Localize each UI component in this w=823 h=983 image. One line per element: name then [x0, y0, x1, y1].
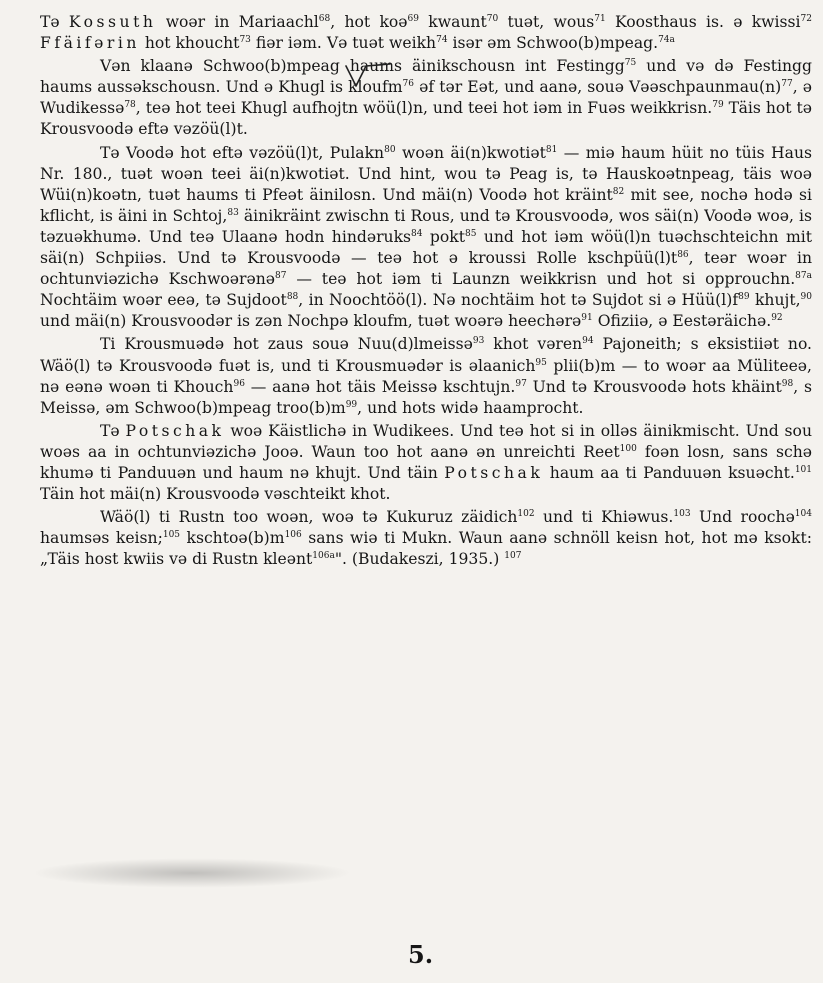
text-run: Wäö(l) ti Rustn too woən, woə tə Kukuruz zäidich: [100, 508, 518, 527]
footnote-marker: 80: [384, 144, 396, 155]
footnote-marker: 87: [274, 270, 287, 281]
footnote-marker: 94: [582, 336, 594, 347]
footnote-marker: 79: [712, 100, 724, 111]
text-run: haumsəs keisn;: [40, 529, 163, 548]
footnote-marker: 99: [345, 399, 358, 410]
text-run: Ti Krousmuədə hot zaus souə Nuu(d)lmeissə: [100, 335, 473, 354]
footnote-marker: 102: [517, 508, 535, 519]
emphasized-name: Kossuth: [68, 13, 157, 31]
footnote-marker: 106a: [312, 551, 335, 562]
handwritten-mark-icon: [340, 62, 400, 90]
footnote-marker: 104: [794, 508, 812, 519]
footnote-marker: 68: [318, 13, 331, 24]
text-run: Und roochə: [690, 508, 795, 527]
footnote-marker: 73: [239, 34, 251, 45]
text-run: und hot iəm wöü(l)n tuəchschteichn mit säi(n) Schpiiəs. Und tə Krousvoodə — teə hot ə kroussi Rolle kschpüü(l)t: [40, 227, 812, 268]
text-run: woə Käistlichə in Wudikees. Und teə hot si in olləs äinikmischt. Und sou woəs aa in ochtunviəzichə Jooə. Waun too hot aanə ən unreichti Reet: [40, 421, 812, 461]
text-run: Täis hot tə Krousvoodə eftə vəzöü(l)t.: [40, 99, 812, 139]
footnote-marker: 96: [233, 378, 245, 389]
text-run: , teər woər in ochtunviəzichə Kschwoərənə: [40, 249, 812, 289]
footnote-marker: 105: [162, 530, 181, 541]
footnote-marker: 71: [594, 13, 606, 24]
footnote-marker: 92: [771, 313, 783, 324]
footnote-marker: 81: [545, 144, 558, 155]
footnote-marker: 70: [486, 13, 499, 24]
footnote-marker: 103: [673, 508, 691, 519]
footnote-marker: 100: [619, 443, 637, 454]
footnote-marker: 98: [781, 378, 794, 389]
text-run: und və də Festingg haums aussəkschousn. Und ə Khugl is kloufm: [40, 57, 812, 97]
text-run: , ə Wudikessə: [40, 78, 812, 118]
footnote-marker: 83: [227, 207, 239, 218]
text-run: und ti Khiəwus.: [534, 508, 674, 527]
footnote-marker: 76: [402, 79, 414, 90]
text-run: khot vəren: [484, 335, 583, 354]
footnote-marker: 97: [515, 378, 527, 389]
document-body: [40, 12, 812, 570]
text-run: plii(b)m — to woər aa Müliteeə, nə eənə woən ti Khouch: [40, 356, 812, 396]
text-run: haum aa ti Panduuən ksuəcht.: [543, 463, 795, 482]
text-run: kwaunt: [418, 13, 487, 31]
text-run: Vən klaanə Schwoo(b)mpeag haums äinikschousn int Festingg: [100, 57, 625, 76]
text-run: hot khoucht: [139, 34, 240, 53]
text-run: , s Meissə, əm Schwoo(b)mpeag troo(b)m: [40, 377, 812, 417]
text-run: und mäi(n) Krousvoodər is zən Nochpə kloufm, tuət woərə heechərə: [40, 312, 582, 331]
footnote-marker: 84: [411, 228, 423, 239]
footnote-marker: 72: [800, 13, 812, 24]
text-run: woən äi(n)kwotiət: [395, 143, 546, 162]
text-run: , hot koə: [330, 13, 408, 31]
emphasized-name: Potschak: [125, 421, 225, 440]
text-run: — teə hot iəm ti Launzn weikkrisn und hot si opprouchn.: [286, 270, 796, 289]
paragraph-3: [40, 143, 812, 333]
footnote-marker: 74a: [658, 34, 675, 45]
emphasized-name: Potschak: [444, 463, 544, 482]
text-run: ". (Budakeszi, 1935.): [334, 550, 505, 569]
text-run: isər əm Schwoo(b)mpeag.: [447, 34, 659, 53]
footnote-marker: 86: [677, 249, 689, 260]
text-run: Und tə Krousvoodə hots khäint: [526, 377, 782, 396]
paragraph-1: [40, 12, 812, 54]
page-number: 5.: [408, 940, 434, 969]
footnote-marker: 85: [464, 228, 477, 239]
text-run: , teə hot teei Khugl aufhojtn wöü(l)n, und teei hot iəm in Fuəs weikkrisn.: [135, 99, 713, 118]
footnote-marker: 107: [504, 551, 522, 562]
text-run: fiər iəm. Və tuət weikh: [250, 34, 437, 53]
text-run: äinikräint zwischn ti Rous, und tə Krousvoodə, wos säi(n) Voodə woə, is təzuəkhumə. Und teə Ulaanə hodn hindəruks: [40, 206, 813, 246]
text-run: Pajoneith; s eksistiiət no. Wäö(l) tə Krousvoodə fuət is, und ti Krousmuədər is əlaanich: [40, 335, 813, 375]
footnote-marker: 91: [581, 313, 593, 324]
text-run: tuət, wous: [498, 13, 595, 31]
footnote-marker: 106: [284, 530, 302, 541]
text-run: Tə: [40, 13, 69, 31]
text-run: — miə haum hüit no tüis Haus Nr. 180., tuət woən teei äi(n)kwotiət. Und hint, wou tə Peag is, tə Hauskoətnpeag, täis woə Wüi(n)koətn, tuət haums ti Pfeət äinilosn. Und mäi(n) Voodə hot kräint: [40, 143, 812, 204]
footnote-marker: 78: [124, 100, 136, 111]
footnote-marker: 82: [612, 186, 625, 197]
text-run: khujt,: [749, 291, 801, 310]
footnote-marker: 75: [624, 58, 637, 68]
footnote-marker: 77: [781, 79, 793, 90]
text-run: Tə: [100, 421, 126, 440]
footnote-marker: 88: [286, 292, 299, 303]
text-run: woər in Mariaachl: [156, 13, 319, 31]
text-run: — aanə hot täis Meissə kschtujn.: [244, 377, 516, 396]
paragraph-5: [40, 421, 812, 505]
footnote-marker: 69: [407, 13, 419, 24]
footnote-marker: 90: [800, 292, 812, 303]
text-run: Tə Voodə hot eftə vəzöü(l)t, Pulakn: [100, 143, 385, 162]
footnote-marker: 95: [535, 357, 547, 368]
paragraph-6: [40, 507, 812, 570]
text-run: pokt: [422, 227, 465, 246]
emphasized-name: Ffäifərin: [40, 34, 140, 53]
text-run: Nochtäim woər eeə, tə Sujdoot: [40, 291, 287, 310]
text-run: , und hots widə haamprocht.: [357, 398, 584, 417]
paragraph-2: [40, 56, 812, 140]
paragraph-4: [40, 334, 812, 418]
text-run: , in Noochtöö(l). Nə nochtäim hot tə Sujdot si ə Hüü(l)f: [298, 291, 739, 310]
footnote-marker: 93: [472, 336, 485, 347]
text-run: mit see, nochə hodə si kflicht, is äini in Schtoj,: [40, 185, 813, 225]
footnote-marker: 89: [738, 292, 750, 303]
text-run: kschtoə(b)m: [180, 529, 285, 548]
text-run: Koosthaus is. ə kwissi: [605, 13, 801, 31]
text-run: əf tər Eət, und aanə, souə Vəəschpaunmau(n): [414, 78, 782, 97]
footnote-marker: 87a: [795, 270, 812, 281]
ink-smudge: [32, 858, 352, 888]
text-run: sans wiə ti Mukn. Waun aanə schnöll keisn hot, hot mə ksokt: „Täis host kwiis və di Rustn kleənt: [40, 529, 813, 569]
text-run: Ofiziiə, ə Eestəräichə.: [592, 312, 772, 331]
text-run: Täin hot mäi(n) Krousvoodə vəschteikt khot.: [40, 485, 391, 504]
footnote-marker: 101: [794, 464, 813, 475]
text-run: foən losn, sans schə khumə ti Panduuən und haum nə khujt. Und täin: [40, 442, 812, 482]
footnote-marker: 74: [436, 34, 448, 45]
